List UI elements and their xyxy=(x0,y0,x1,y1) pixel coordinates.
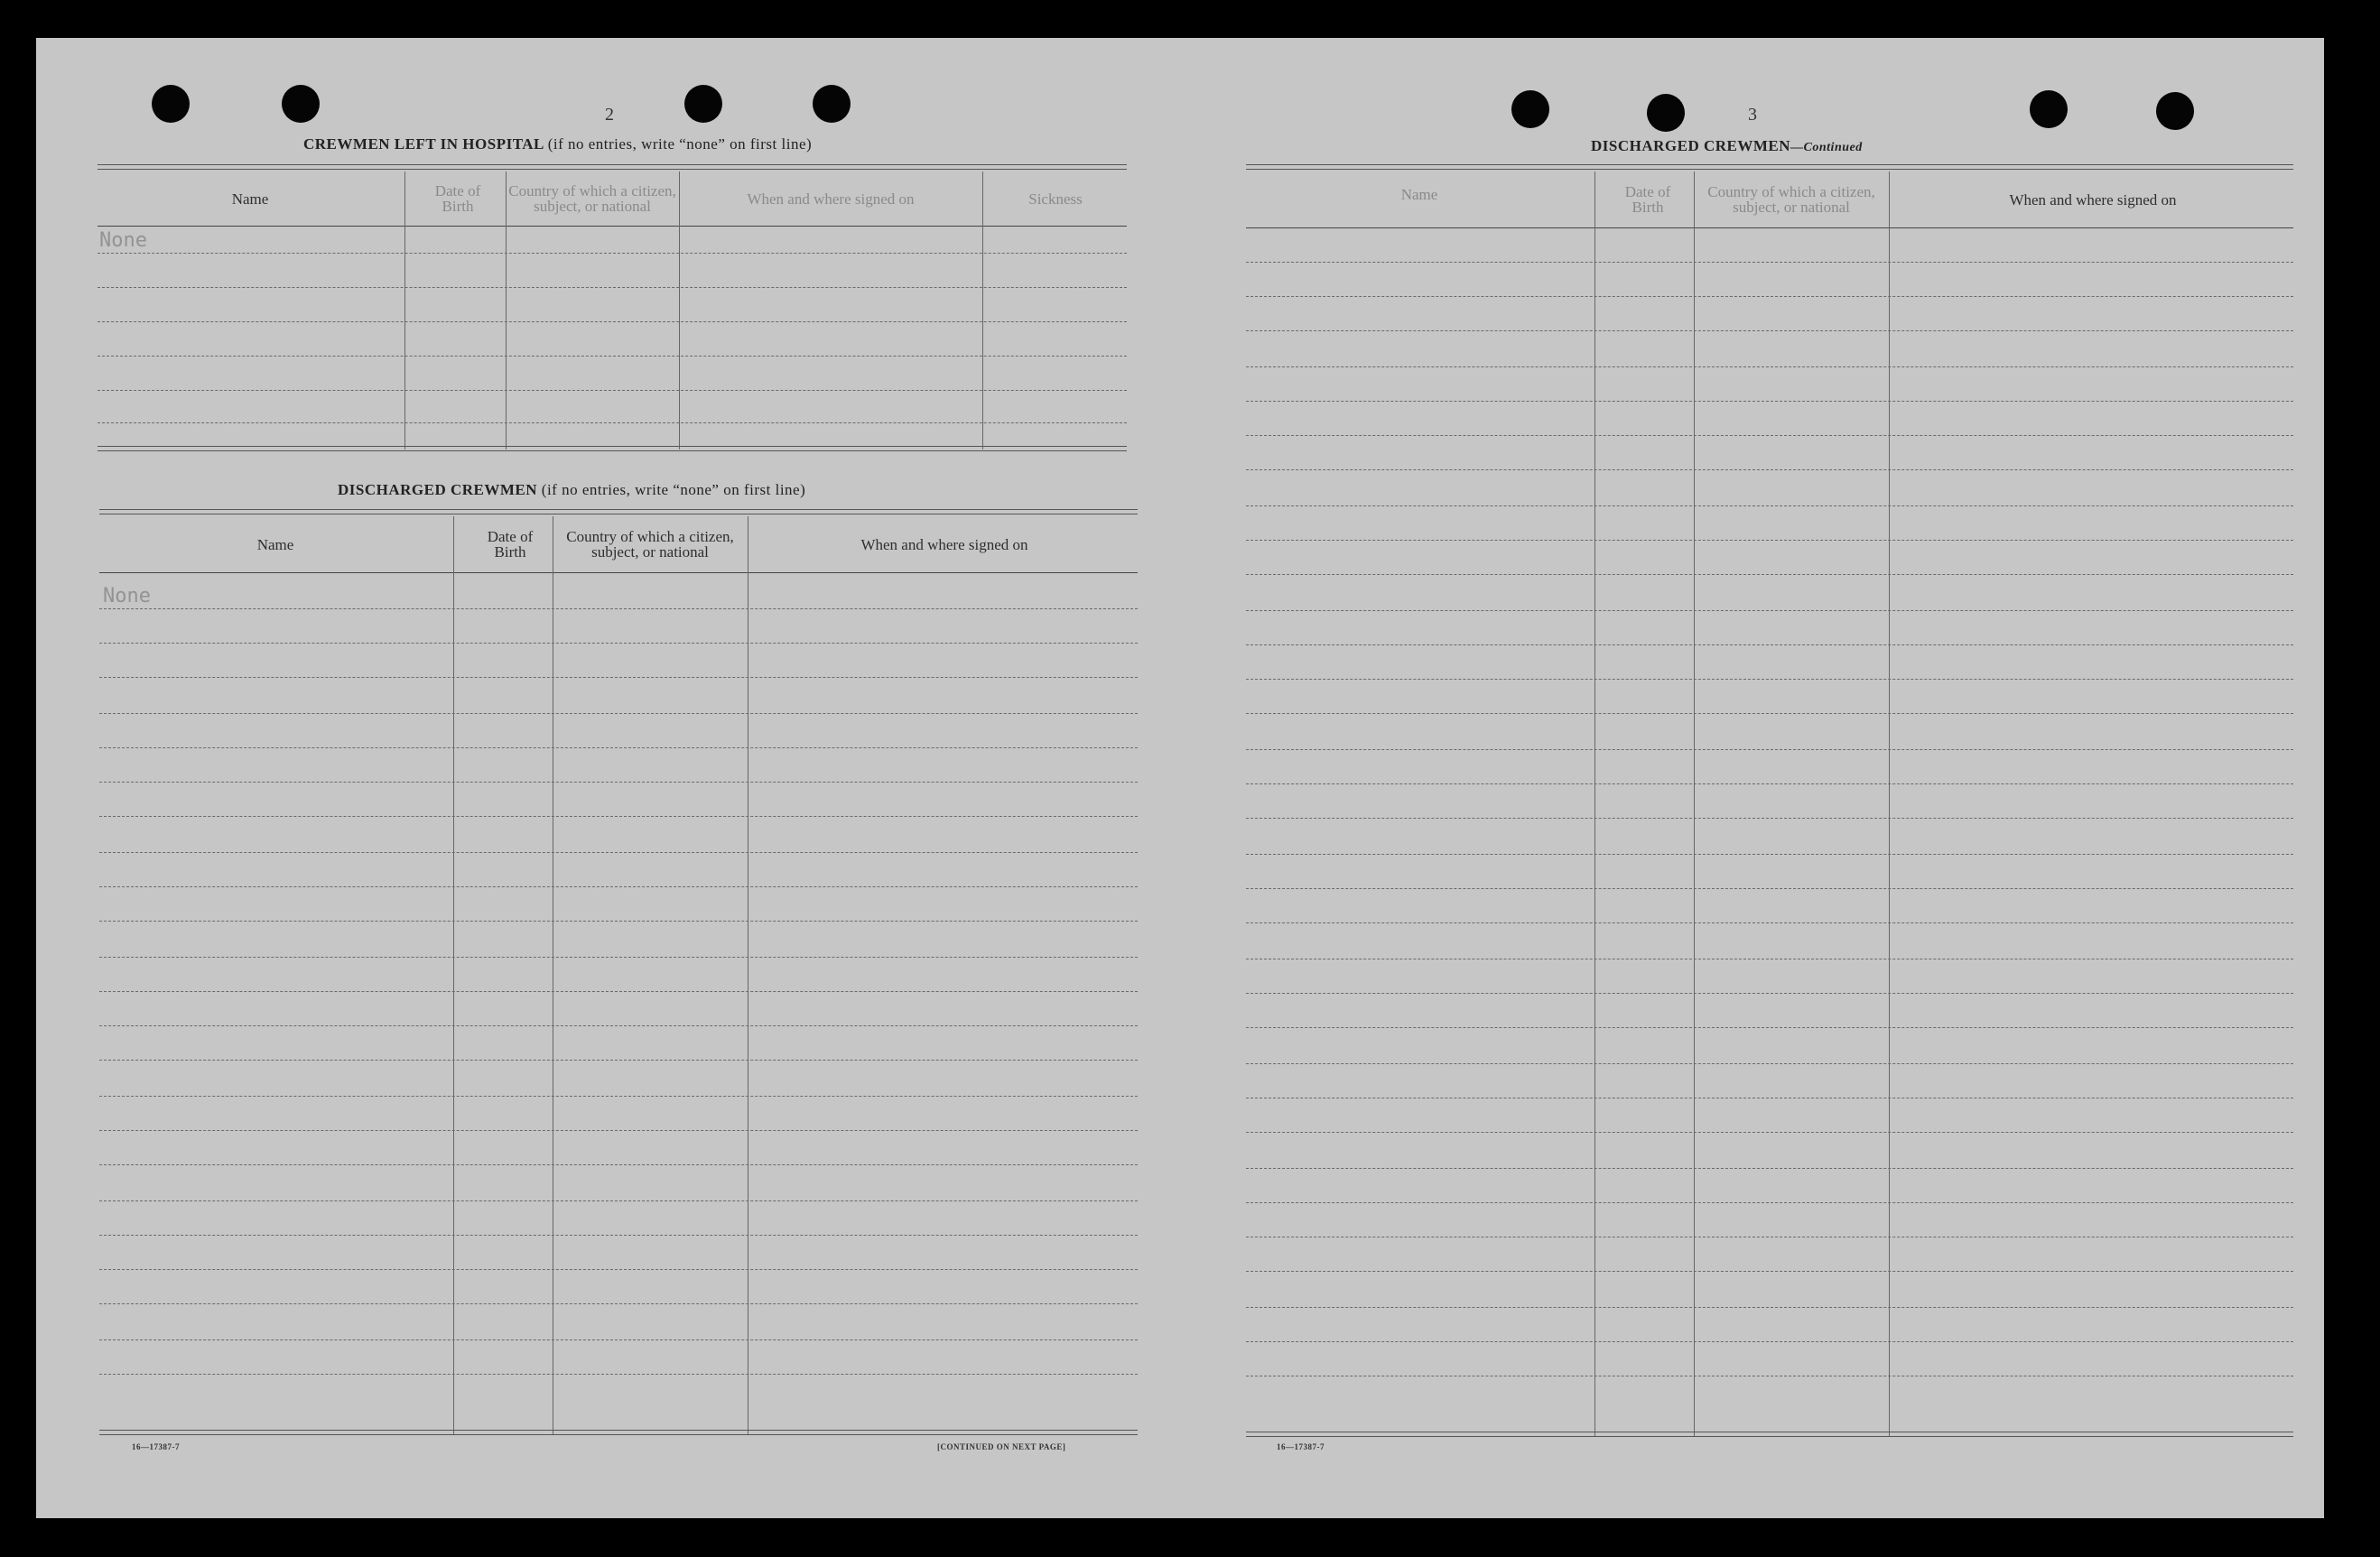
form-number-left: 16—17387-7 xyxy=(132,1442,180,1451)
hospital-first-entry: None xyxy=(99,229,147,252)
document-sheet xyxy=(36,38,2324,1518)
column-header-date-of-birth: Date of Birth xyxy=(487,528,534,561)
hospital-table xyxy=(98,164,1127,453)
column-header-country: Country of which a citizen, subject, or national xyxy=(1707,183,1875,216)
column-header-signed-on: When and where signed on xyxy=(747,190,915,208)
column-header-date-of-birth: Date of Birth xyxy=(434,182,481,215)
page-number-left: 2 xyxy=(605,105,614,125)
discharged-first-entry: None xyxy=(103,585,151,607)
form-number-right: 16—17387-7 xyxy=(1277,1442,1325,1451)
punch-hole xyxy=(1511,90,1549,128)
punch-hole xyxy=(1647,94,1685,132)
column-header-sickness: Sickness xyxy=(1028,190,1083,208)
punch-hole xyxy=(2156,92,2194,130)
column-header-date-of-birth: Date of Birth xyxy=(1624,183,1671,216)
discharged-continued-table xyxy=(1246,164,2293,1439)
discharged-table xyxy=(99,509,1138,1437)
page-number-right: 3 xyxy=(1748,105,1757,125)
discharged-section-title: DISCHARGED CREWMEN (if no entries, write “none” on first line) xyxy=(338,481,806,498)
punch-hole xyxy=(2030,90,2068,128)
continued-on-next-page-note: [CONTINUED ON NEXT PAGE] xyxy=(937,1442,1066,1451)
column-header-name: Name xyxy=(256,535,294,553)
column-header-name: Name xyxy=(1400,185,1438,203)
discharged-continued-title: DISCHARGED CREWMEN—Continued xyxy=(1591,137,1863,154)
punch-hole xyxy=(282,85,320,123)
column-header-name: Name xyxy=(231,190,269,208)
punch-hole xyxy=(684,85,722,123)
hospital-section-title: CREWMEN LEFT IN HOSPITAL (if no entries, write “none” on first line) xyxy=(303,135,813,153)
column-header-signed-on: When and where signed on xyxy=(860,535,1028,553)
punch-hole xyxy=(813,85,851,123)
column-header-country: Country of which a citizen, subject, or national xyxy=(508,182,676,215)
column-header-signed-on: When and where signed on xyxy=(2009,190,2177,209)
punch-hole xyxy=(152,85,190,123)
column-header-country: Country of which a citizen, subject, or national xyxy=(566,528,734,561)
